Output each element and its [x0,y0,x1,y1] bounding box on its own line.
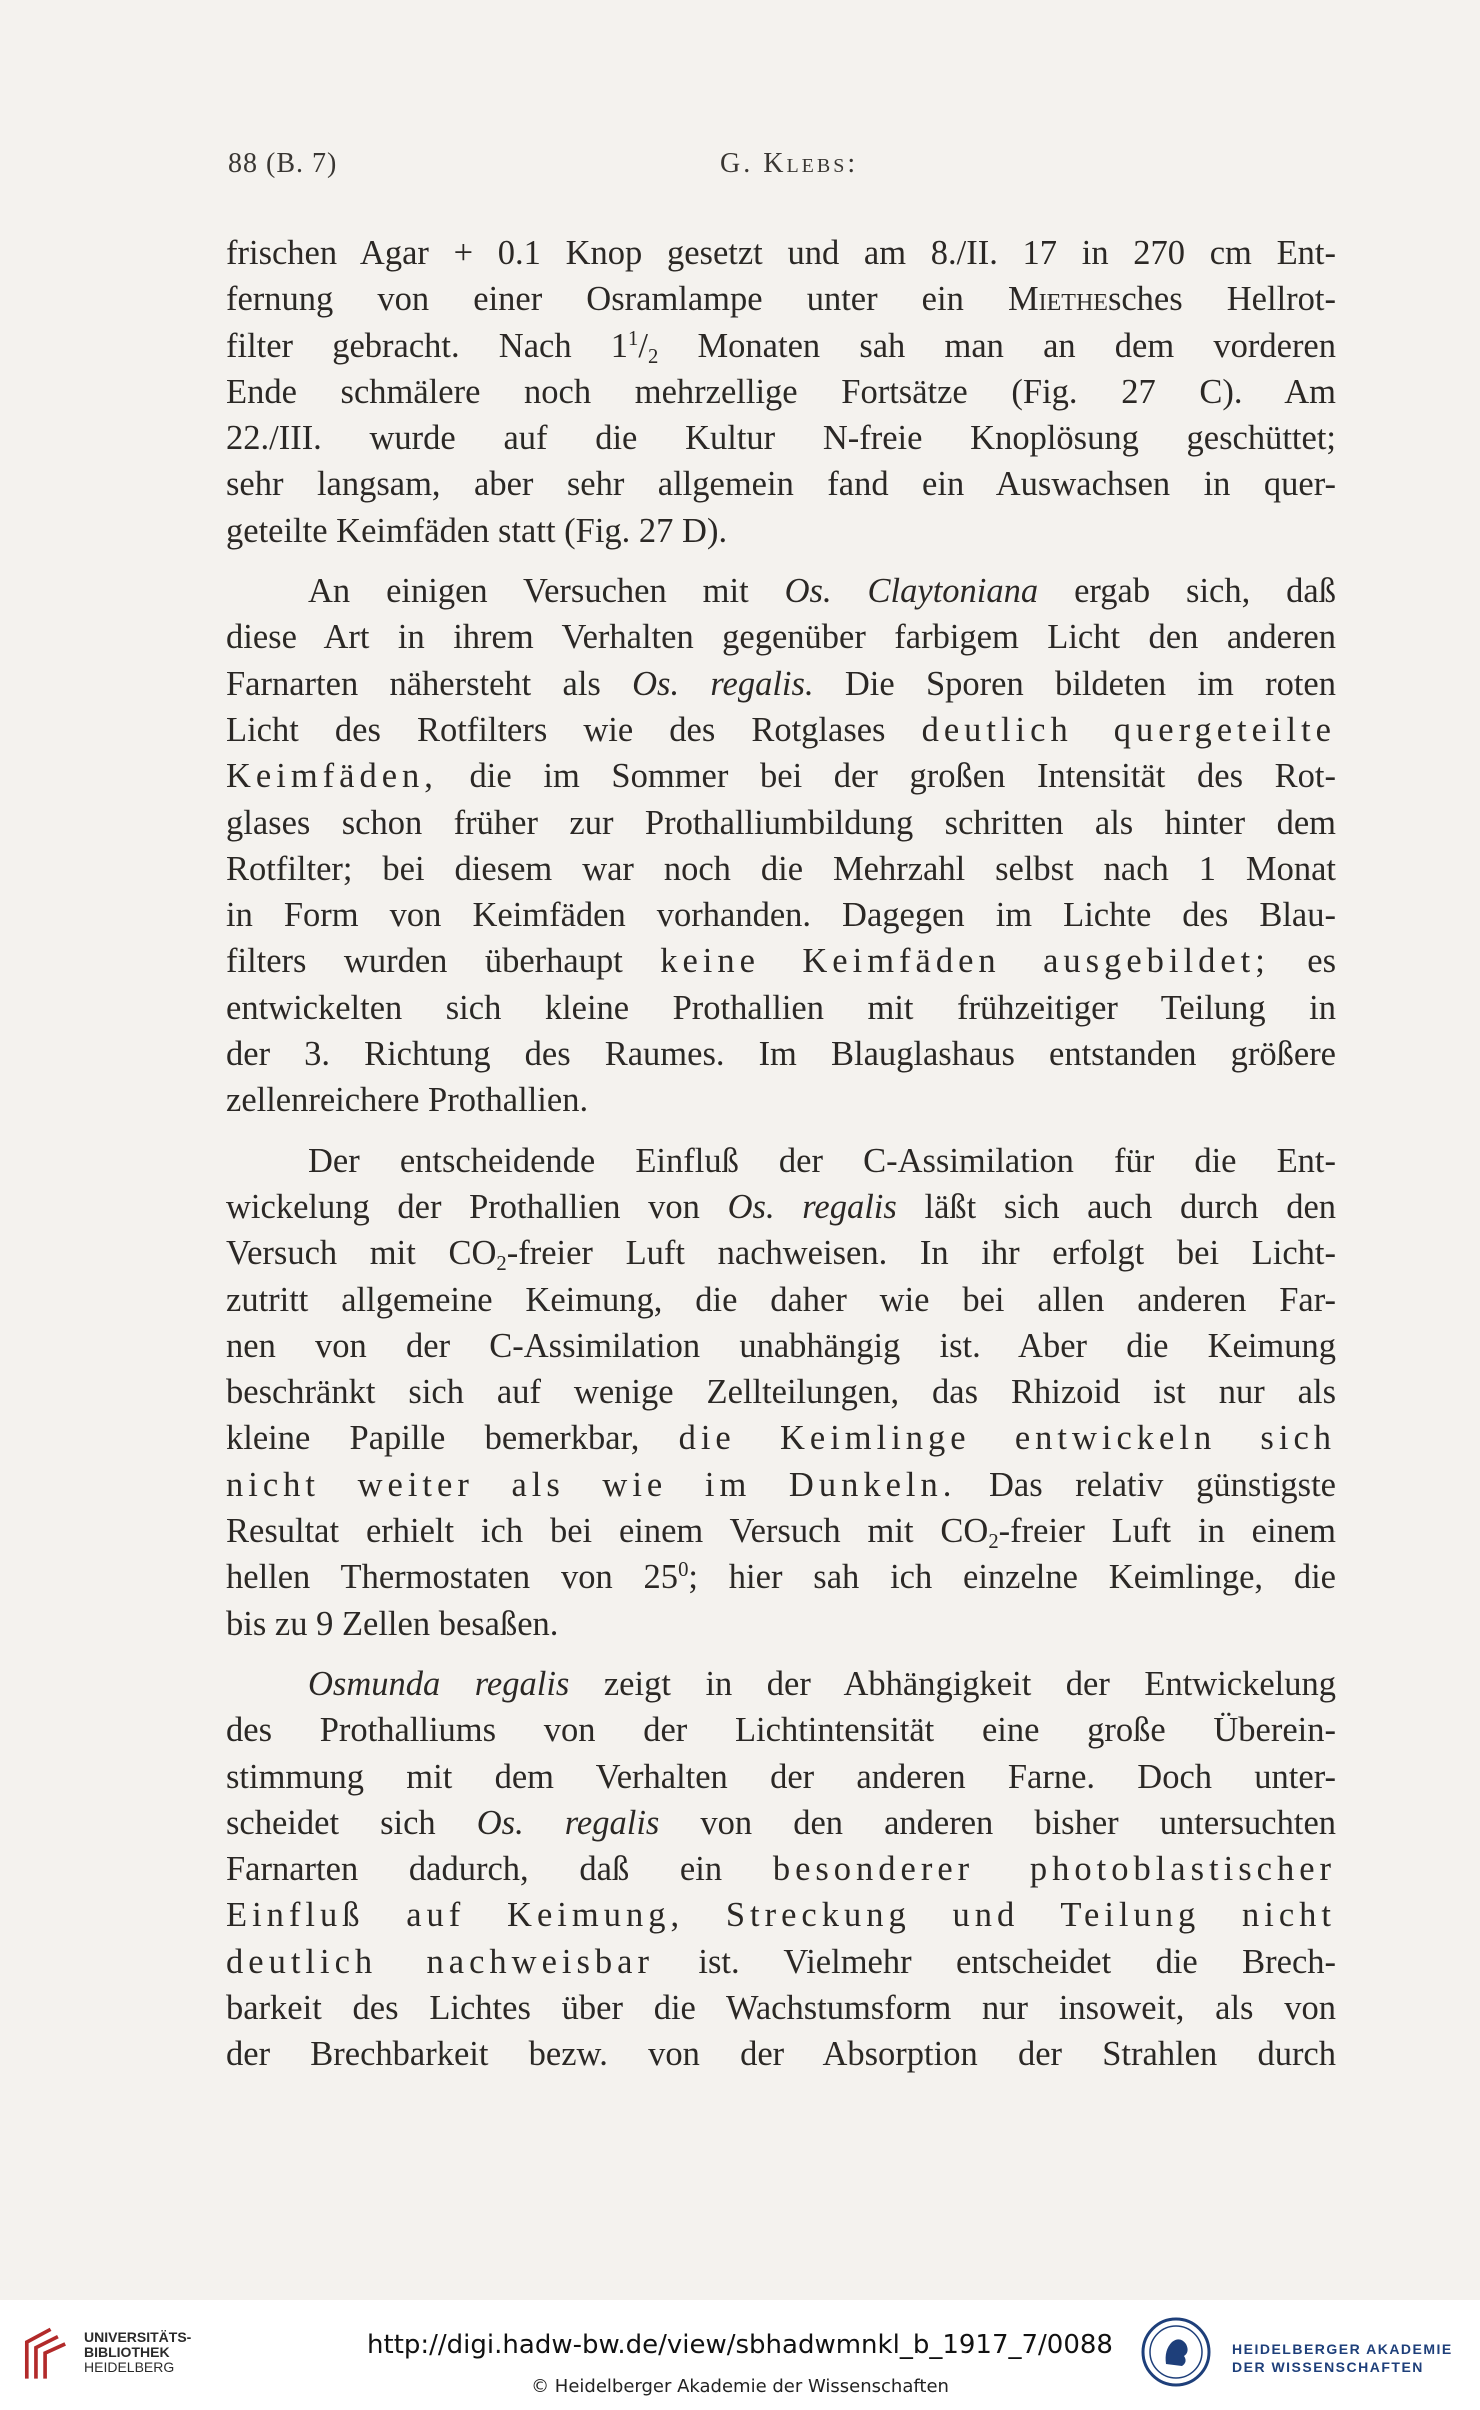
spaced-emphasis: Einfluß auf Keimung, Streckung und Teilung nicht [226,1896,1336,1935]
text-line: 22./III. wurde auf die Kultur N-freie Knoplösung geschüttet; [226,419,1336,458]
text-line: Resultat erhielt ich bei einem Versuch mit $CO_2$-freier Luft in einem [226,1512,1336,1554]
text-line: Licht des Rotfilters wie des Rotglases deutlich quergeteilte [226,710,1336,749]
text-line: barkeit des Lichtes über die Wachstumsform nur insoweit, als von [226,1988,1336,2027]
text-line: frischen Agar + 0.1 Knop gesetzt und am 8./II. 17 in 270 cm Ent- [226,234,1336,272]
text-line: bis zu 9 Zellen besaßen. [226,1604,559,1643]
author-header: G. Klebs: [720,148,859,179]
text-line: des Prothalliums von der Lichtintensität eine große Überein- [226,1711,1336,1750]
text-line: geteilte Keimfäden statt (Fig. 27 D). [226,511,728,550]
text-line: wickelung der Prothallien von Os. regalis läßt sich auch durch den [226,1187,1337,1226]
text-line: stimmung mit dem Verhalten der anderen Farne. Doch unter- [226,1757,1336,1796]
text-line: scheidet sich Os. regalis von den anderen bisher untersuchten [226,1803,1337,1842]
text-line: entwickelten sich kleine Prothallien mit frühzeitiger Teilung in [226,988,1336,1027]
academy-name[interactable]: HEIDELBERGER AKADEMIE DER WISSENSCHAFTEN [1232,2341,1453,2375]
spaced-emphasis: deutlich quergeteilte [921,710,1336,749]
text-line: diese Art in ihrem Verhalten gegenüber farbigem Licht den anderen [226,618,1336,657]
spaced-emphasis: Keimfäden, [226,757,438,796]
text-line: beschränkt sich auf wenige Zellteilungen, das Rhizoid ist nur als [226,1373,1336,1412]
text-line: filter gebracht. Nach $1^1/_2$ Monaten sah man an dem vorderen [226,326,1336,368]
text-line: Farnarten dadurch, daß ein besonderer photoblastischer [226,1850,1337,1889]
text-line: Rotfilter; bei diesem war noch die Mehrzahl selbst nach 1 Monat [226,849,1336,888]
text-line: Osmunda regalis zeigt in der Abhängigkeit der Entwickelung [308,1664,1337,1703]
body-text [226,230,1336,2078]
text-line: glases schon früher zur Prothalliumbildung schritten als hinter dem [226,803,1336,842]
text-line: Der entscheidende Einfluß der C-Assimilation für die Ent- [308,1141,1336,1180]
footer-bar [0,2300,1480,2410]
spaced-emphasis: die Keimlinge entwickeln sich [678,1419,1337,1458]
text-line: nicht weiter als wie im Dunkeln. Das relativ günstigste [226,1465,1336,1504]
text-line: Versuch mit $CO_2$-freier Luft nachweisen. In ihr erfolgt bei Licht- [226,1234,1336,1276]
text-line: kleine Papille bemerkbar, die Keimlinge entwickeln sich [226,1419,1337,1458]
text-line [226,1892,1336,1938]
running-head [228,148,1252,188]
spaced-emphasis: besonderer photoblastischer [772,1850,1337,1889]
text-line: Keimfäden, die im Sommer bei der großen Intensität des Rot- [226,757,1336,796]
university-library-name[interactable]: UNIVERSITÄTS- BIBLIOTHEK HEIDELBERG [84,2329,192,2375]
text-line: der Brechbarkeit bezw. von der Absorption der Strahlen durch [226,2035,1336,2074]
text-line: der 3. Richtung des Raumes. Im Blauglashaus entstanden größere [226,1035,1336,1074]
text-line: hellen Thermostaten von $25^0$; hier sah ich einzelne Keimlinge, die [226,1558,1336,1597]
author-name: Miethe [1007,280,1108,319]
text-line: An einigen Versuchen mit Os. Claytoniana ergab sich, daß [308,572,1336,611]
academy-seal-icon[interactable] [1140,2316,1212,2388]
spaced-emphasis: keine Keimfäden ausgebildet; [660,942,1270,981]
text-line: nen von der C-Assimilation unabhängig ist. Aber die Keimung [226,1326,1336,1365]
text-line: Farnarten nähersteht als Os. regalis. Die Sporen bildeten im roten [226,664,1336,703]
text-line: in Form von Keimfäden vorhanden. Dagegen im Lichte des Blau- [226,896,1336,935]
text-line: filters wurden überhaupt keine Keimfäden ausgebildet; es [226,942,1336,981]
text-line: fernung von einer Osramlampe unter ein Miethesches Hellrot- [226,280,1336,319]
text-line: zellenreichere Prothallien. [226,1081,589,1120]
text-line: zutritt allgemeine Keimung, die daher wie bei allen anderen Far- [226,1280,1336,1319]
permalink-url[interactable]: http://digi.hadw-bw.de/view/sbhadwmnkl_b_1917_7/0088 [367,2330,1113,2360]
text-line: deutlich nachweisbar ist. Vielmehr entscheidet die Brech- [226,1942,1336,1981]
page-number: 88 (B. 7) [228,148,338,179]
text-line: sehr langsam, aber sehr allgemein fand ein Auswachsen in quer- [226,465,1336,504]
spaced-emphasis: nicht weiter als wie im Dunkeln. [226,1465,957,1504]
copyright-notice: © Heidelberger Akademie der Wissenschaften [531,2376,949,2397]
spaced-emphasis: deutlich nachweisbar [226,1942,654,1981]
text-line: Ende schmälere noch mehrzellige Fortsätze (Fig. 27 C). Am [226,372,1336,411]
